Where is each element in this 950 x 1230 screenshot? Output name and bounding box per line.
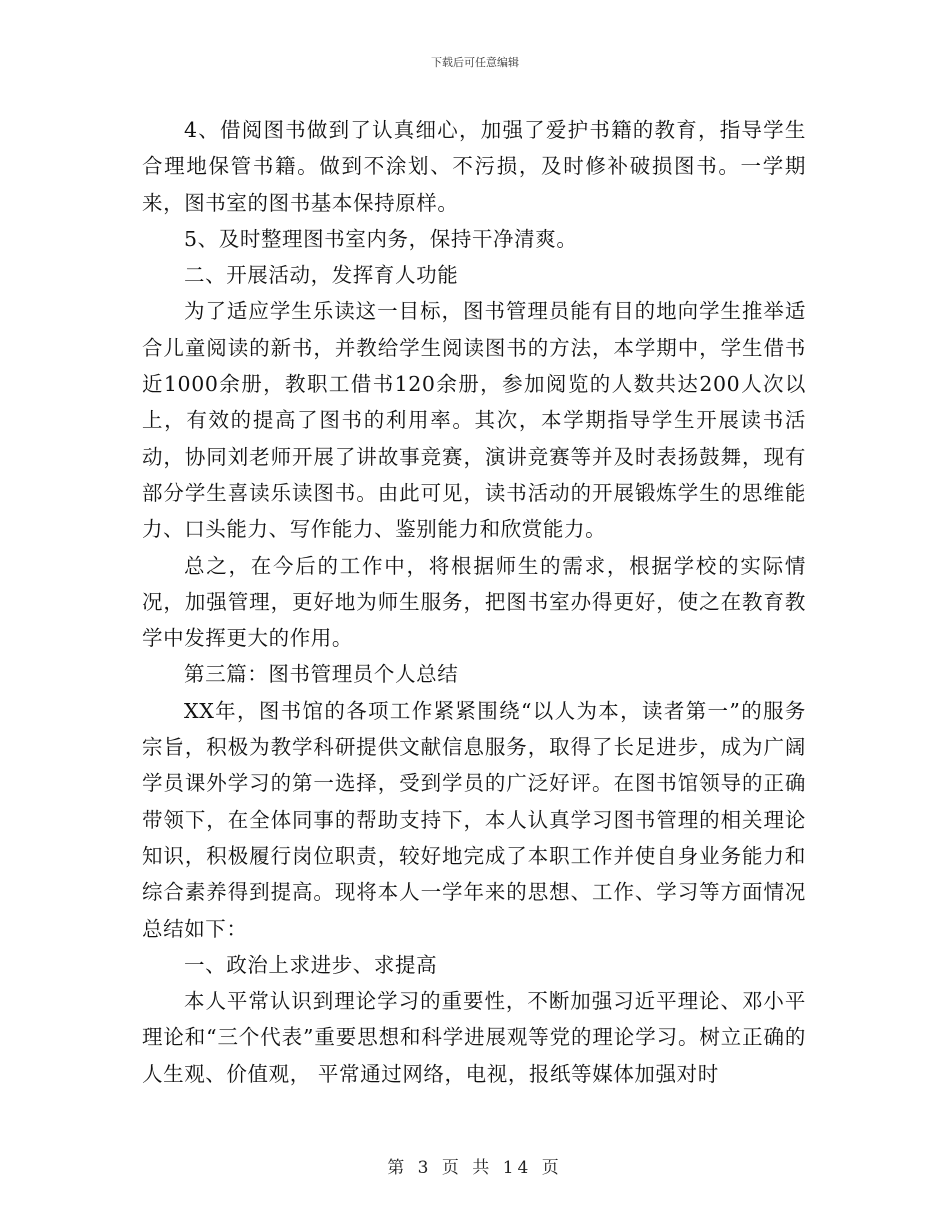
paragraph-housekeeping: 5、及时整理图书室内务，保持干净清爽。 (184, 226, 578, 251)
chapter-title: 第三篇：图书管理员个人总结 (184, 662, 459, 687)
paragraph-borrowing: 4、借阅图书做到了认真细心，加强了爱护书籍的教育，指导学生合理地保管书籍。做到不涂划、不污损，及时修补破损图书。一学期来，图书室的图书基本保持原样。 (142, 118, 806, 215)
paragraph-reading-activities: 为了适应学生乐读这一目标，图书管理员能有目的地向学生推举适合儿童阅读的新书，并教给学生阅读图书的方法，本学期中，学生借书近1000余册，教职工借书120余册，参加阅览的人数共达200人次以上，有效的提高了图书的利用率。其次，本学期指导学生开展读书活动，协同刘老师开展了讲故事竞赛，演讲竞赛等并及时表扬鼓舞，现有部分学生喜读乐读图书。由此可见，读书活动的开展锻炼学生的思维能力、口头能力、写作能力、鉴别能力和欣赏能力。 (142, 299, 806, 542)
page-header-note: 下载后可任意编辑 (431, 56, 519, 69)
document-body (142, 112, 806, 1092)
paragraph-conclusion: 总之，在今后的工作中，将根据师生的需求，根据学校的实际情况，加强管理，更好地为师生服务，把图书室办得更好，使之在教育教学中发挥更大的作用。 (142, 553, 806, 651)
paragraph-annual-summary: XX年，图书馆的各项工作紧紧围绕“以人为本，读者第一”的服务宗旨，积极为教学科研提供文献信息服务，取得了长足进步，成为广阔学员课外学习的第一选择，受到学员的广泛好评。在图书馆领导的正确带领下，在全体同事的帮助支持下，本人认真学习图书管理的相关理论知识，积极履行岗位职责，较好地完成了本职工作并使自身业务能力和综合素养得到提高。现将本人一学年来的思想、工作、学习等方面情况总结如下： (142, 698, 806, 941)
section-heading-politics: 一、政治上求进步、求提高 (184, 952, 438, 977)
page-number: 第 3 页 共 14 页 (387, 1158, 563, 1178)
section-heading-activities: 二、开展活动，发挥育人功能 (184, 263, 459, 288)
paragraph-theory-study: 本人平常认识到理论学习的重要性，不断加强习近平理论、邓小平理论和“三个代表”重要思想和科学进展观等党的理论学习。树立正确的人生观、价值观， 平常通过网络，电视，报纸等媒体加强对时 (142, 989, 806, 1086)
